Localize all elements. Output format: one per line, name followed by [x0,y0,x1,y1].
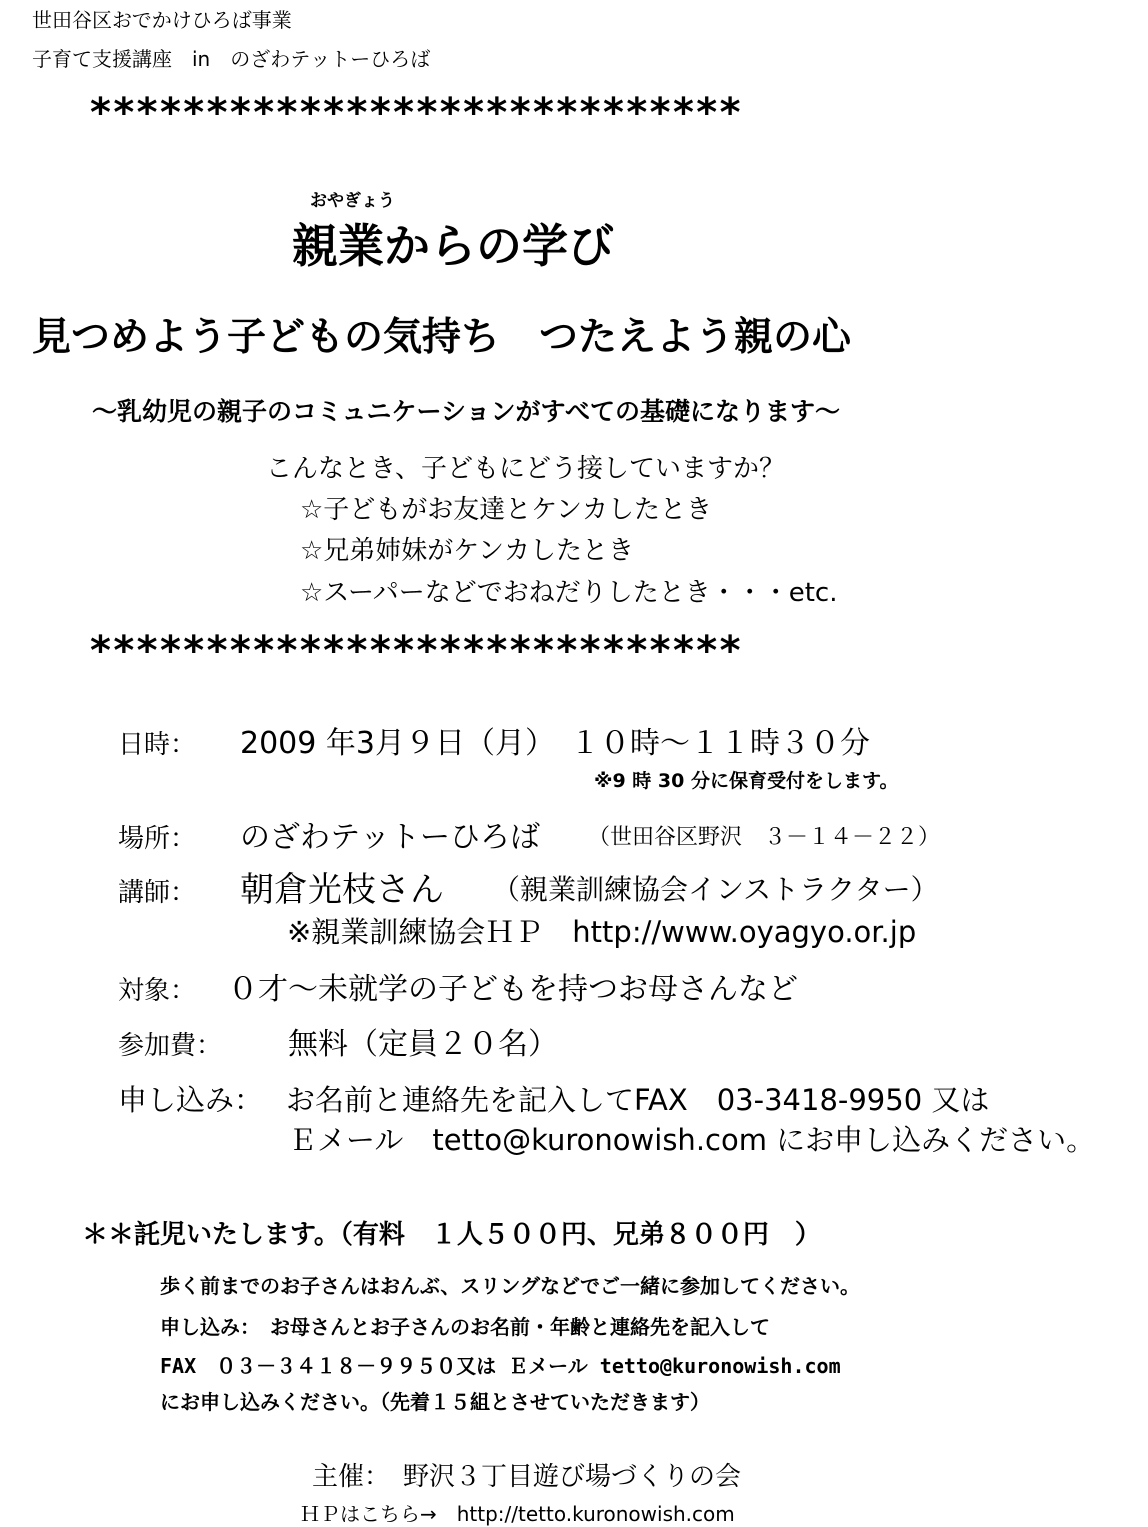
lecturer-label: 講師： [118,878,197,908]
datetime-label: 日時： [118,730,197,760]
place-address: （世田谷区野沢 ３－１４－２２） [588,825,941,850]
datetime-value: 2009 年3月９日（月） １０時～１１時３０分 [240,726,870,761]
place-label: 場所： [118,824,197,854]
childcare-line-1: 歩く前までのお子さんはおんぶ、スリングなどでご一緒に参加してください。 [160,1274,860,1298]
fee-label: 参加費： [118,1031,223,1061]
header-line-2: 子育て支援講座 in のざわテットーひろば [32,47,431,71]
header-line-1: 世田谷区おでかけひろば事業 [32,8,292,32]
organizer: 主催： 野沢３丁目遊び場づくりの会 [312,1462,742,1492]
childcare-heading: ＊＊託児いたします。（有料 １人５００円、兄弟８００円 ） [82,1220,821,1250]
title-ruby: おやぎょう [310,191,395,211]
apply-line-2: Ｅメール tetto@kuronowish.com にお申し込みください。 [288,1123,1096,1157]
divider-bottom: **************************** [90,628,743,674]
apply-label: 申し込み： [118,1083,264,1117]
place-value: のざわテットーひろば [240,820,540,855]
question-intro: こんなとき、子どもにどう接していますか？ [266,454,785,484]
lecturer-name: 朝倉光枝さん [240,870,444,910]
question-item: ☆スーパーなどでおねだりしたとき・・・etc. [300,578,838,608]
apply-line-1: お名前と連絡先を記入してFAX 03-3418-9950 又は [286,1083,990,1117]
page-title: 親業からの学び [292,219,614,273]
divider-top: **************************** [90,90,743,136]
target-value: ０才～未就学の子どもを持つお母さんなど [228,972,798,1007]
childcare-line-4: にお申し込みください。（先着１５組とさせていただきます） [160,1390,710,1414]
lecturer-hp: ※親業訓練協会ＨＰ http://www.oyagyo.or.jp [287,915,917,949]
fee-value: 無料（定員２０名） [288,1027,558,1062]
tagline: ～乳幼児の親子のコミュニケーションがすべての基礎になります～ [92,397,841,426]
subtitle: 見つめよう子どもの気持ち つたえよう親の心 [32,315,852,360]
childcare-line-3: FAX ０３－３４１８－９９５０又は Ｅメール tetto@kuronowish.com [160,1354,841,1378]
childcare-line-2: 申し込み： お母さんとお子さんのお名前・年齢と連絡先を記入して [160,1315,770,1339]
question-item: ☆兄弟姉妹がケンカしたとき [300,536,635,566]
footer-hp: ＨＰはこちら→ http://tetto.kuronowish.com [300,1502,735,1526]
target-label: 対象： [118,976,197,1006]
datetime-note: ※9 時 30 分に保育受付をします。 [594,770,899,792]
lecturer-role: （親業訓練協会インストラクター） [492,873,939,906]
question-item: ☆子どもがお友達とケンカしたとき [300,495,713,525]
